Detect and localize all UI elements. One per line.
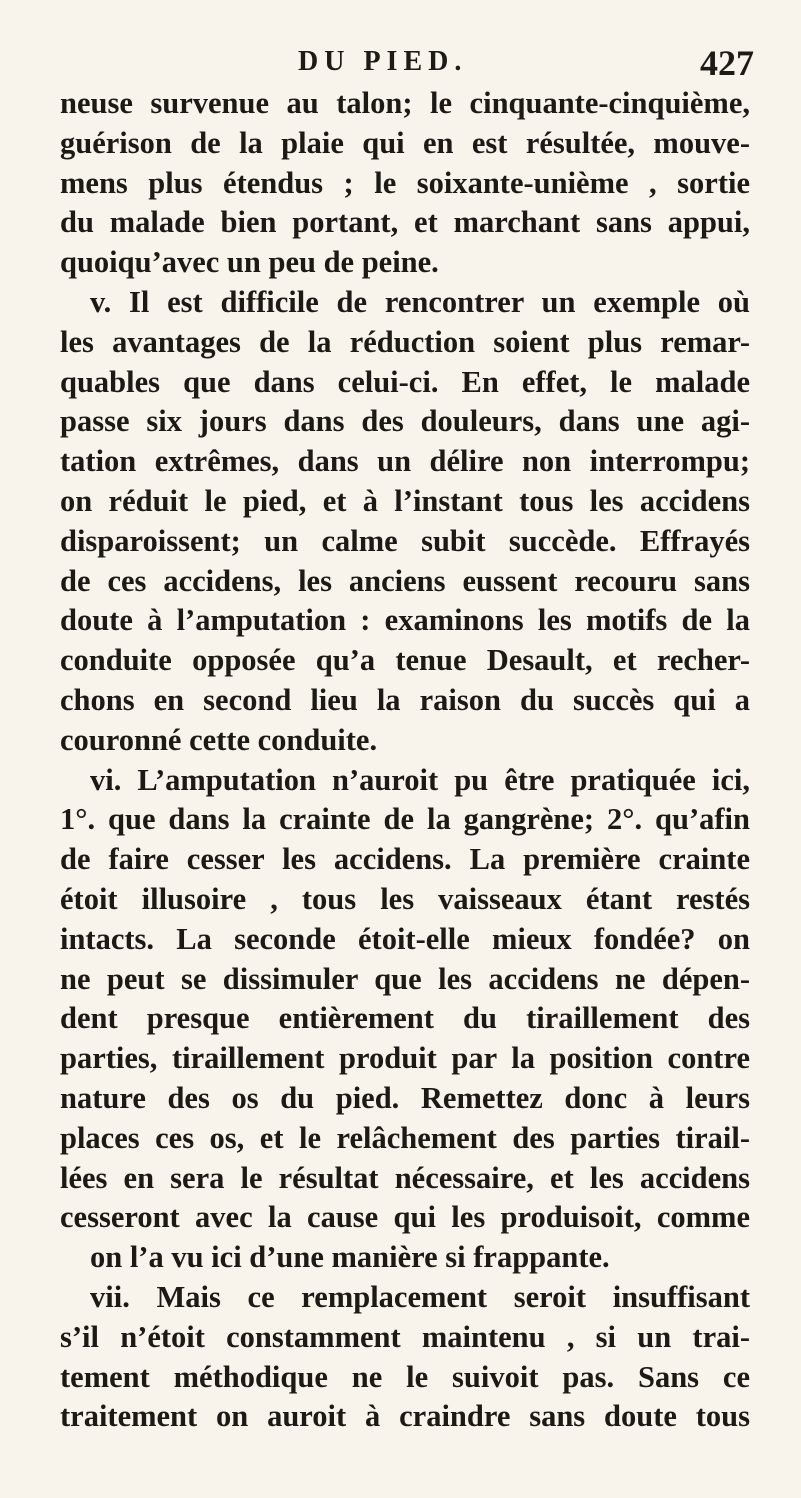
text-line: on réduit le pied, et à l’instant tous les accidens [60, 483, 750, 518]
text-line: vii. Mais ce remplacement seroit insuffisant [90, 1279, 750, 1314]
text-line: couronné cette conduite. [60, 722, 378, 757]
text-line: tation extrêmes, dans un délire non interrompu; [60, 444, 750, 479]
text-line: mens plus étendus ; le soixante-unième , sortie [60, 165, 750, 200]
text-line: dent presque entièrement du tiraillement des [60, 1001, 750, 1036]
running-head: DU PIED. [298, 46, 468, 77]
text-line: de faire cesser les accidens. La première crainte [60, 842, 750, 877]
text-line: passe six jours dans des douleurs, dans une agi- [60, 404, 750, 439]
text-line: cesseront avec la cause qui les produisoit, comme [60, 1200, 750, 1235]
text-line: quoiqu’avec un peu de peine. [60, 245, 439, 280]
text-line: parties, tiraillement produit par la position contre [60, 1041, 750, 1076]
text-line: tement méthodique ne le suivoit pas. Sans ce [60, 1359, 750, 1394]
text-line: conduite opposée qu’a tenue Desault, et recher- [60, 643, 750, 678]
text-line: les avantages de la réduction soient plus remar- [60, 324, 750, 359]
text-line: doute à l’amputation : examinons les motifs de la [60, 603, 750, 638]
text-line: de ces accidens, les anciens eussent recouru sans [60, 563, 750, 598]
text-line: du malade bien portant, et marchant sans appui, [60, 205, 750, 240]
text-line: neuse survenue au talon; le cinquante-cinquième, [60, 86, 750, 120]
text-line: étoit illusoire , tous les vaisseaux étant restés [60, 881, 750, 916]
body-text [60, 84, 750, 1437]
text-line: chons en second lieu la raison du succès qui a [60, 682, 750, 717]
text-line: intacts. La seconde étoit-elle mieux fondée? on [60, 921, 750, 956]
text-line: s’il n’étoit constamment maintenu , si un trai- [60, 1319, 750, 1354]
text-line: quables que dans celui-ci. En effet, le malade [60, 364, 750, 399]
text-line: nature des os du pied. Remettez donc à leurs [60, 1080, 750, 1115]
text-line: lées en sera le résultat nécessaire, et les accidens [60, 1160, 750, 1195]
text-line: places ces os, et le relâchement des parties tirail- [60, 1120, 750, 1155]
text-line: disparoissent; un calme subit succède. Effrayés [60, 523, 750, 558]
text-line: traitement on auroit à craindre sans doute tous [60, 1399, 750, 1434]
text-line: v. Il est difficile de rencontrer un exemple où [90, 284, 750, 319]
text-line: vi. L’amputation n’auroit pu être pratiquée ici, [90, 762, 750, 797]
page-number: 427 [700, 43, 754, 83]
text-line: on l’a vu ici d’une manière si frappante. [90, 1240, 610, 1275]
text-line: 1°. que dans la crainte de la gangrène; 2°. qu’afin [60, 802, 750, 837]
text-line: guérison de la plaie qui en est résultée, mouve- [60, 125, 750, 160]
text-line: ne peut se dissimuler que les accidens ne dépen- [60, 961, 750, 996]
